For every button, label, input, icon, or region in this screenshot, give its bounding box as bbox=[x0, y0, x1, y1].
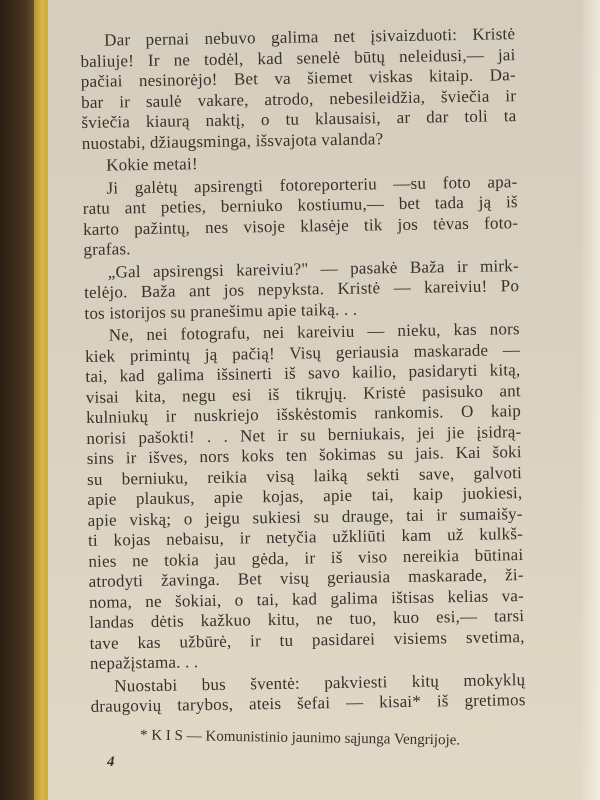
text-line: grafas. bbox=[83, 239, 131, 259]
text-line: visai kita, negu esi iš tikrųjų. Kristė pasisuko ant bbox=[85, 380, 521, 407]
text-line: apie plaukus, apie kojas, apie tai, kaip juokiesi, bbox=[87, 483, 523, 509]
paragraph bbox=[82, 172, 518, 261]
text-line: pačiai nesinorėjo! Bet va šiemet viskas kitaip. Da- bbox=[80, 65, 516, 91]
text-line: Dar pernai nebuvo galima net įsivaizduoti: Kristė bbox=[104, 24, 516, 50]
text-line: karto pažintų, nes visoje klasėje tik jos tėvas foto- bbox=[82, 212, 519, 239]
paragraph bbox=[84, 256, 520, 324]
text-line: telėjo. Baža ant jos nepyksta. Kristė — kareiviu! Po bbox=[83, 276, 520, 302]
text-line: norisi pašokti! . . Net ir su berniukais, jei jie įsidrą- bbox=[86, 421, 522, 448]
text-line: Nuostabi bus šventė: pakviesti kitų mokyklų bbox=[114, 669, 526, 696]
paragraph bbox=[90, 670, 526, 718]
page-number: 4 bbox=[107, 754, 115, 770]
book-binding bbox=[0, 0, 36, 800]
text-line: noma, ne šokiai, o tai, kad galima ištisas kelias va- bbox=[88, 585, 525, 612]
text-line: ratu ant peties, berniuko kostiumu,— bet tada ją iš bbox=[82, 192, 518, 218]
text-line: draugovių tarybos, ateis šefai — kisai* iš gretimos bbox=[90, 690, 526, 716]
text-line: apie viską; o jeigu sukiesi su drauge, tai ir sumaišy- bbox=[87, 503, 523, 530]
text-line: nuostabi, džiaugsminga, išsvajota valanda? bbox=[81, 128, 384, 153]
text-line: landas dėtis kažkuo kitu, ne tuo, kuo esi,— tarsi bbox=[89, 606, 525, 632]
text-line: tai, kad galima išsinerti iš savo kailio, pasidaryti kitą, bbox=[85, 360, 521, 386]
text-line: atrodyti žavinga. Bet visų geriausia maskarade, ži- bbox=[88, 565, 524, 591]
text-line: nepažįstama. . . bbox=[89, 652, 199, 673]
text-line: tave kas užbūrė, ir tu pasidarei visiems svetima, bbox=[89, 626, 525, 653]
paragraph bbox=[85, 319, 525, 674]
text-line: Ne, nei fotografu, nei kareiviu — nieku, kas nors bbox=[108, 319, 520, 345]
text-line: sins ir išves, nors koks ten šokimas su jais. Kai šoki bbox=[86, 442, 522, 468]
text-line: ti kojas nebaisu, ir netyčia užkliūti kam už kulkš- bbox=[87, 524, 524, 550]
text-line: Ji galėtų apsirengti fotoreporteriu —su foto apa- bbox=[106, 171, 518, 198]
text-line: kulniukų ir nuskriejo išskėstomis rankomis. O kaip bbox=[85, 401, 522, 427]
text-line: nies ne tokia jau gėda, ir iš viso nereikia būtinai bbox=[88, 544, 524, 571]
body-text bbox=[80, 22, 526, 717]
text-line: kiek primintų ją pačią! Visų geriausia maskarade — bbox=[84, 339, 521, 366]
footnote: * K I S — Komunistinio jaunimo sąjunga Vengrijoje. bbox=[139, 727, 461, 749]
text-line: tos istorijos su pranešimu apie taiką. . . bbox=[84, 299, 358, 323]
text-line: bar ir saulė vakare, atrodo, nebesileidžia, šviečia ir bbox=[80, 85, 517, 112]
text-line: šviečia kiaurą naktį, o tu klausaisi, ar dar toli ta bbox=[81, 106, 517, 132]
text-line: „Gal apsirengsi kareiviu?" — pasakė Baža ir mirk- bbox=[107, 255, 519, 282]
paragraph bbox=[80, 24, 517, 154]
text-line: su berniuku, reikia visą laiką sekti save, galvoti bbox=[86, 462, 523, 489]
text-line: baliuje! Ir ne todėl, kad senelė būtų neleidusi,— jai bbox=[80, 44, 516, 71]
text-line: Kokie metai! bbox=[105, 154, 198, 175]
